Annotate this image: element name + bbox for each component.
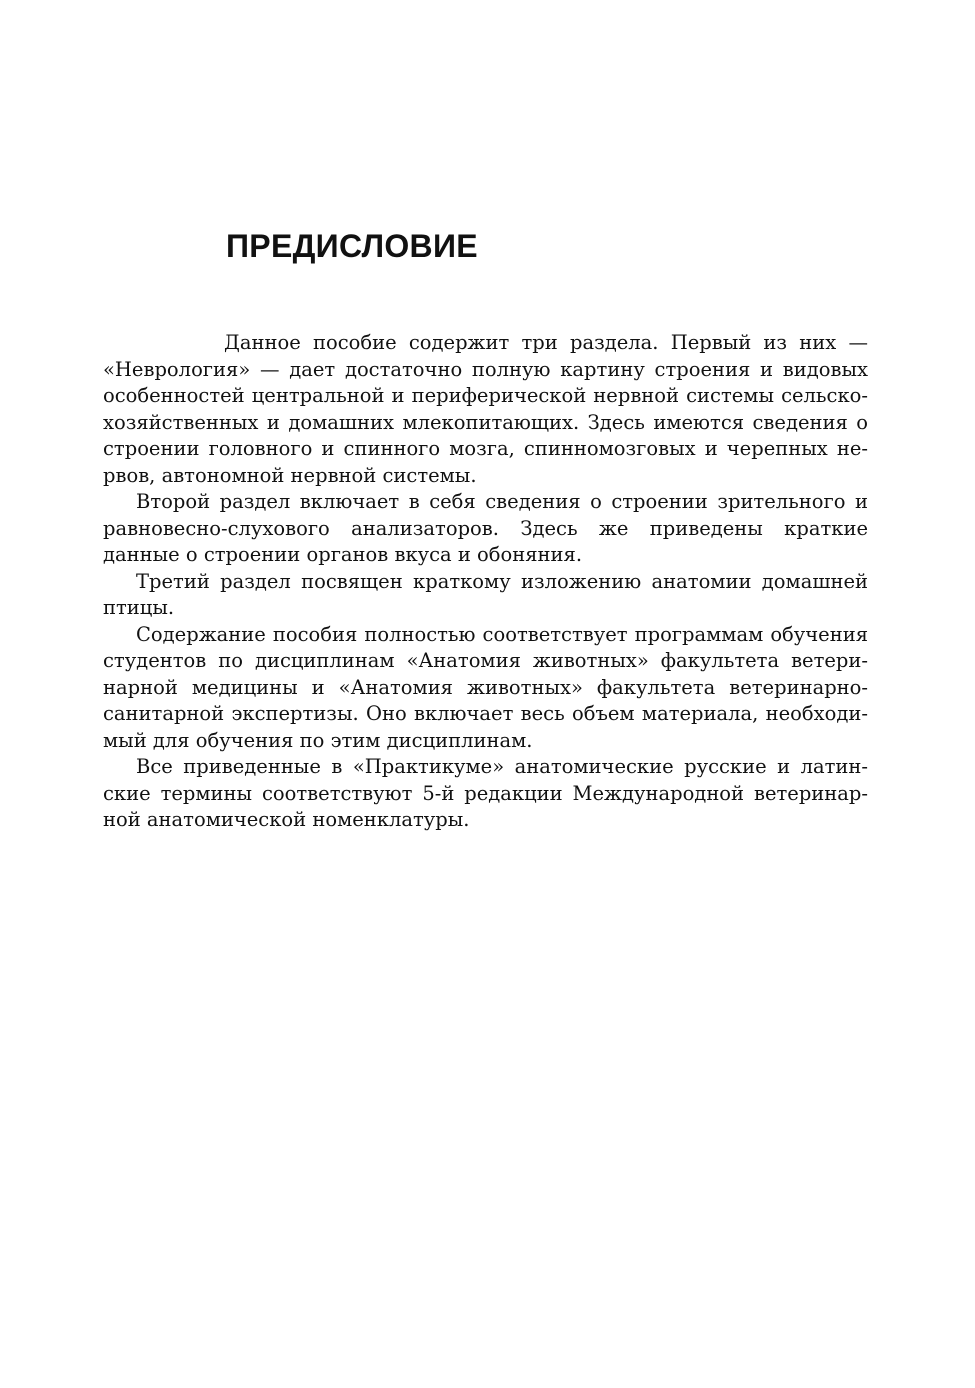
paragraph: Все приведенные в «Практикуме» анатомические русские и латинские термины соответствуют 5-й редакции Международной ветеринарной анатомической номенклатуры. (103, 755, 868, 831)
preface-body (103, 330, 868, 834)
paragraph: Второй раздел включает в себя сведения о строении зрительного и равновесно-слухового анализаторов. Здесь же приведены краткие данные о строении органов вкуса и обоняния. (103, 490, 868, 566)
paragraph: Данное пособие содержит три раздела. Первый из них — «Неврология» — дает достаточно полную картину строения и видовых особенностей центральной и периферической нервной системы сельскохозяйственных и домашних млекопитающих. Здесь имеются сведения о строении головного и спинного мозга, спинномозговых и черепных нервов, автономной нервной системы. (103, 331, 868, 487)
page-title: ПРЕДИСЛОВИЕ (226, 228, 478, 264)
paragraph: Третий раздел посвящен краткому изложению анатомии домашней птицы. (103, 569, 868, 619)
paragraph: Содержание пособия полностью соответствует программам обучения студентов по дисциплинам «Анатомия животных» факультета ветеринарной медицины и «Анатомия животных» факультета ветеринарно-санитарной экспертизы. Оно включает весь объем материала, необходимый для обучения по этим дисциплинам. (103, 622, 868, 752)
